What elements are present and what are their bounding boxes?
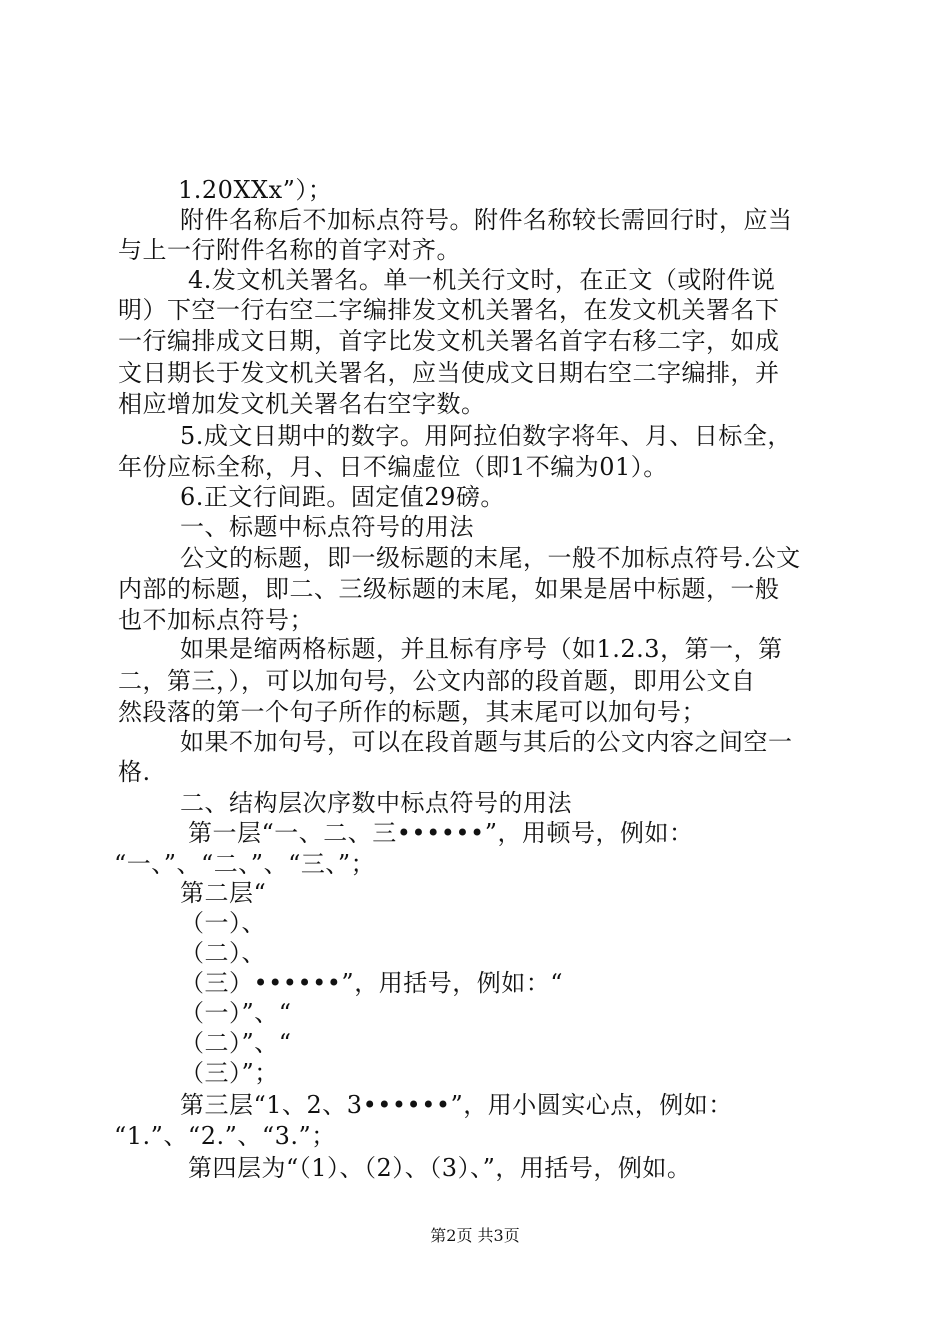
- text-line: 1.20XXx”）；: [178, 176, 333, 204]
- text-line: 与上一行附件名称的首字对齐。: [118, 236, 461, 264]
- text-line: 二，第三，），可以加句号，公文内部的段首题，即用公文自: [118, 667, 756, 695]
- text-line: 第一层“一、二、三••••••”，用顿号，例如：: [188, 819, 694, 847]
- text-line: 然段落的第一个句子所作的标题，其末尾可以加句号；: [118, 698, 706, 726]
- text-line: （三）••••••”，用括号，例如：“: [180, 969, 563, 997]
- text-line: 年份应标全称，月、日不编虚位（即1不编为01）。: [118, 453, 668, 481]
- text-line: 4.发文机关署名。单一机关行文时，在正文（或附件说: [188, 266, 776, 294]
- text-line: 内部的标题，即二、三级标题的末尾，如果是居中标题，一般: [118, 575, 780, 603]
- text-line: “1.”、“2.”、“3.”；: [114, 1122, 336, 1150]
- text-line: 第四层为“（1）、（2）、（3）、”，用括号，例如。: [188, 1154, 692, 1182]
- text-line: （二）、: [180, 939, 266, 967]
- text-line: 格.: [118, 758, 151, 786]
- text-line: 如果是缩两格标题，并且标有序号（如1.2.3，第一，第: [180, 635, 783, 663]
- section-heading: 一、标题中标点符号的用法: [180, 513, 474, 541]
- text-line: 公文的标题，即一级标题的末尾，一般不加标点符号.公文: [180, 544, 801, 572]
- page-footer: 第2页 共3页: [430, 1226, 520, 1245]
- text-line: 如果不加句号，可以在段首题与其后的公文内容之间空一: [180, 728, 793, 756]
- text-line: 相应增加发文机关署名右空字数。: [118, 390, 486, 418]
- text-line: “一、”、“二、”、“三、”；: [114, 850, 376, 878]
- text-line: 6.正文行间距。固定值29磅。: [180, 483, 505, 511]
- text-line: （一）”、“: [180, 999, 292, 1027]
- text-line: 5.成文日期中的数字。用阿拉伯数字将年、月、日标全，: [180, 422, 792, 450]
- text-line: 附件名称后不加标点符号。附件名称较长需回行时，应当: [180, 206, 793, 234]
- text-line: 明）下空一行右空二字编排发文机关署名，在发文机关署名下: [118, 296, 780, 324]
- text-line: 文日期长于发文机关署名，应当使成文日期右空二字编排，并: [118, 359, 780, 387]
- text-line: 第三层“1、2、3••••••”，用小圆实心点，例如：: [180, 1091, 733, 1119]
- text-line: （一）、: [180, 909, 266, 937]
- text-line: 一行编排成文日期，首字比发文机关署名首字右移二字，如成: [118, 327, 780, 355]
- text-line: 第二层“: [180, 879, 267, 907]
- text-line: （二）”、“: [180, 1029, 292, 1057]
- text-line: 也不加标点符号；: [118, 606, 314, 634]
- section-heading: 二、结构层次序数中标点符号的用法: [180, 789, 572, 817]
- text-line: （三）”；: [180, 1059, 279, 1087]
